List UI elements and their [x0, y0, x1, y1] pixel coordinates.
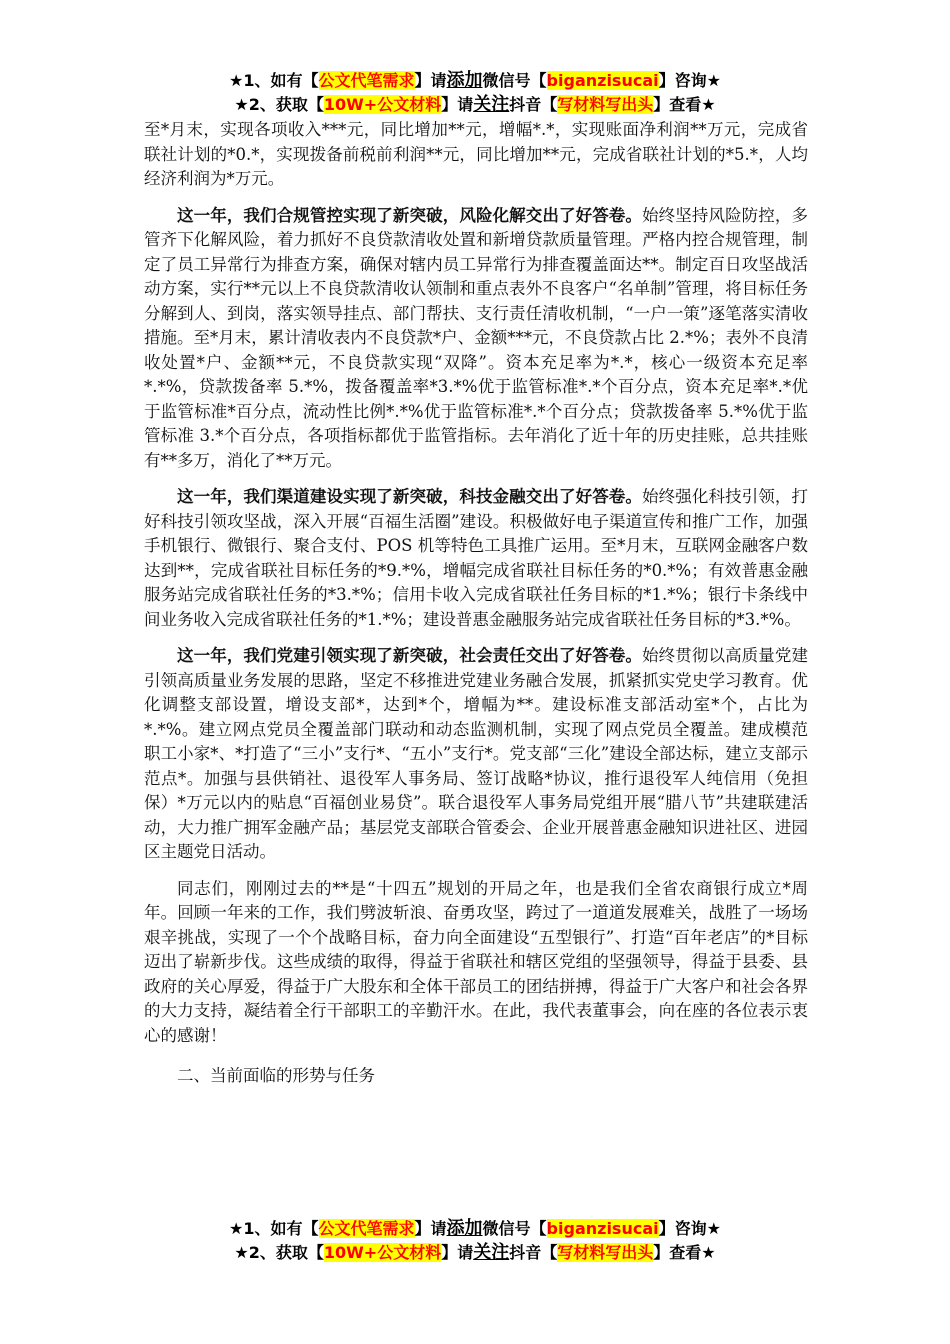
banner-text: ★1、如有【	[229, 1219, 319, 1238]
banner-emphasis: 添加	[446, 1218, 483, 1239]
promo-banner-bottom-line2	[0, 1242, 950, 1264]
banner-text: 】查看★	[653, 1243, 716, 1262]
banner-emphasis: 关注	[473, 94, 510, 115]
paragraph-summary: 同志们，刚刚过去的**是“十四五”规划的开局之年，也是我们全省农商银行成立*周年。回顾一年来的工作，我们劈波斩浪、奋勇攻坚，跨过了一道道发展难关，战胜了一场场艰辛挑战，实现了一个个战略目标，奋力向全面建设“五型银行”、打造“百年老店”的*目标迈出了崭新步伐。这些成绩的取得，得益于省联社和辖区党组的坚强领导，得益于县委、县政府的关心厚爱，得益于广大股东和全体干部员工的团结拼搏，得益于广大客户和社会各界的大力支持，凝结着全行干部职工的辛勤汗水。在此，我代表董事会，向在座的各位表示衷心的感谢！	[144, 878, 808, 1045]
promo-banner-bottom-line1	[0, 1218, 950, 1240]
banner-text: 】请	[414, 71, 447, 90]
banner-text: 微信号【	[482, 1219, 547, 1238]
banner-text: 抖音【	[509, 95, 558, 114]
banner-text: ★1、如有【	[229, 71, 319, 90]
banner-text: 】咨询★	[658, 71, 721, 90]
paragraph-channel-building	[144, 485, 808, 632]
paragraph-income: 至*月末，实现各项收入***元，同比增加**元，增幅*.*，实现账面净利润**万元，完成省联社计划的*0.*，实现拨备前税前利润**元，同比增加**元，完成省联社计划的*5.*，人均经济利润为*万元。	[144, 120, 808, 188]
banner-emphasis: 关注	[473, 1242, 510, 1263]
banner-text: ★2、获取【	[234, 95, 324, 114]
banner-highlight: 公文代笔需求	[318, 1219, 415, 1238]
banner-wechat-id: biganzisucai	[546, 71, 659, 90]
banner-text: 抖音【	[509, 1243, 558, 1262]
banner-text: 】咨询★	[658, 1219, 721, 1238]
banner-emphasis: 添加	[446, 70, 483, 91]
section-heading: 二、当前面临的形势与任务	[177, 1066, 375, 1085]
paragraph-risk-control	[144, 204, 808, 474]
paragraph-text: 始终强化科技引领，打好科技引领攻坚战，深入开展“百福生活圈”建设。积极做好电子渠道宣传和推广工作，加强手机银行、微银行、聚合支付、POS 机等特色工具推广运用。至*月末，互联网金融客户数达到**，完成省联社目标任务的*9.*%，增幅完成省联社目标任务的*0.*%；有效普惠金融服务站完成省联社任务的*3.*%；信用卡收入完成省联社任务目标的*1.*%；银行卡条线中间业务收入完成省联社任务的*1.*%；建设普惠金融服务站完成省联社任务目标的*3.*%。	[144, 487, 809, 629]
banner-text: 】请	[441, 1243, 474, 1262]
promo-banner-top-line2	[0, 94, 950, 116]
banner-highlight: 写材料写出头	[557, 1243, 654, 1262]
banner-text: 】查看★	[653, 95, 716, 114]
banner-wechat-id: biganzisucai	[546, 1219, 659, 1238]
promo-banner-top-line1	[0, 70, 950, 92]
banner-highlight: 公文代笔需求	[318, 71, 415, 90]
banner-highlight: 写材料写出头	[557, 95, 654, 114]
paragraph-lead: 这一年，我们渠道建设实现了新突破，科技金融交出了好答卷。	[177, 487, 643, 506]
banner-text: 微信号【	[482, 71, 547, 90]
banner-highlight: 10W+公文材料	[323, 1243, 442, 1262]
document-body	[144, 118, 808, 1089]
banner-text: 】请	[414, 1219, 447, 1238]
banner-text: ★2、获取【	[234, 1243, 324, 1262]
banner-text: 】请	[441, 95, 474, 114]
banner-highlight: 10W+公文材料	[323, 95, 442, 114]
paragraph-party-building	[144, 644, 808, 865]
paragraph-text: 始终贯彻以高质量党建引领高质量业务发展的思路，坚定不移推进党建业务融合发展，抓紧抓实党史学习教育。优化调整支部设置，增设支部*，达到*个，增幅为**。建设标准支部活动室*个，占比为*.*%。建立网点党员全覆盖部门联动和动态监测机制，实现了网点党员全覆盖。建成模范职工小家*、*打造了“三小”支行*、“五小”支行*。党支部“三化”建设全部达标，建立支部示范点*。加强与县供销社、退役军人事务局、签订战略*协议，推行退役军人纯信用（免担保）*万元以内的贴息“百福创业易贷”。联合退役军人事务局党组开展“腊八节”共建联建活动，大力推广拥军金融产品；基层党支部联合管委会、企业开展普惠金融知识进社区、进园区主题党日活动。	[144, 646, 809, 861]
paragraph-lead: 这一年，我们合规管控实现了新突破，风险化解交出了好答卷。	[177, 205, 643, 225]
paragraph-lead: 这一年，我们党建引领实现了新突破，社会责任交出了好答卷。	[177, 646, 643, 665]
paragraph-text: 始终坚持风险防控，多管齐下化解风险，着力抓好不良贷款清收处置和新增贷款质量管理。严格内控合规管理，制定了员工异常行为排查方案，确保对辖内员工异常行为排查覆盖面达**。制定百日攻坚战活动方案，实行**元以上不良贷款清收认领制和重点表外不良客户“名单制”管理，将目标任务分解到人、到岗，落实领导挂点、部门帮扶、支行责任清收机制，“一户一策”逐笔落实清收措施。至*月末，累计清收表内不良贷款*户、金额***元，不良贷款占比 2.*%；表外不良清收处置*户、金额**元，不良贷款实现“双降”。资本充足率为*.*，核心一级资本充足率*.*%，贷款拨备率 5.*%，拨备覆盖率*3.*%优于监管标准*.*个百分点，资本充足率*.*优于监管标准*百分点，流动性比例*.*%优于监管标准*.*个百分点；贷款拨备率 5.*%优于监管标准 3.*个百分点，各项指标都优于监管指标。去年消化了近十年的历史挂账，总共挂账有**多万，消化了**万元。	[144, 205, 809, 470]
